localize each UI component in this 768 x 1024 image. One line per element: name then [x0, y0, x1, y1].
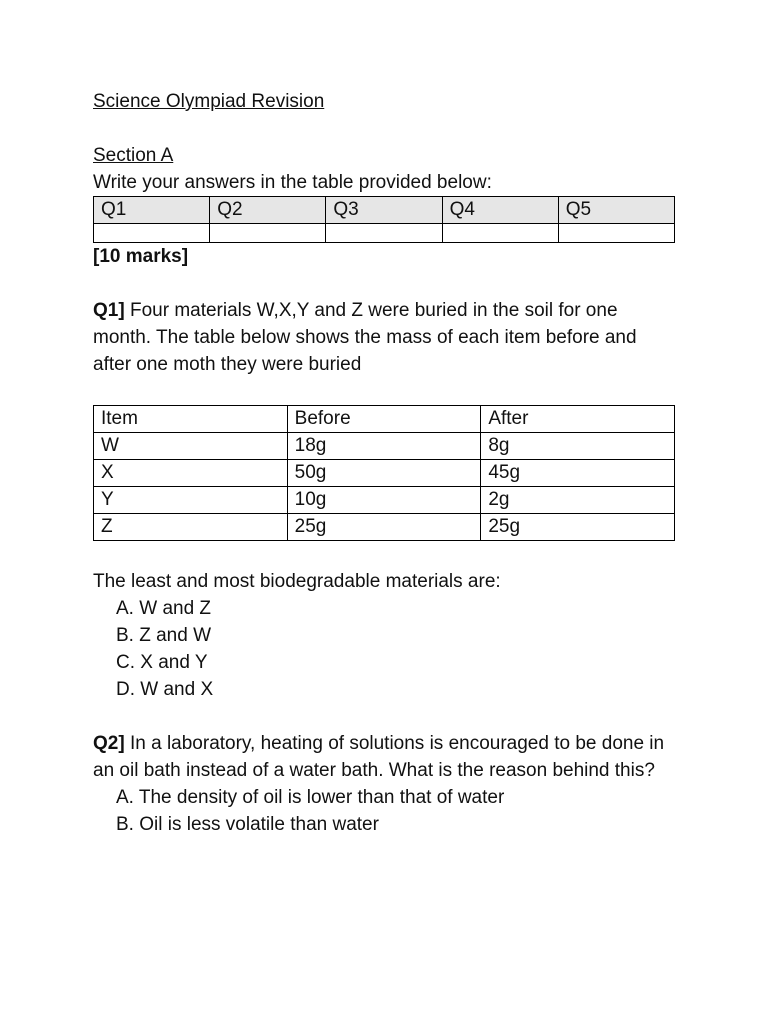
section-a — [93, 142, 675, 270]
marks-label: [10 marks] — [93, 246, 189, 267]
question-2-label: Q2] — [93, 733, 125, 754]
section-heading: Section A — [93, 145, 174, 166]
table-cell: 45g — [481, 460, 675, 487]
option-item: A. W and Z — [116, 598, 212, 619]
answer-cell — [558, 224, 674, 243]
answer-cell — [326, 224, 442, 243]
document-title: Science Olympiad Revision — [93, 91, 325, 112]
table-cell: 18g — [287, 433, 481, 460]
option-item: C. X and Y — [116, 652, 208, 673]
table-row — [94, 433, 675, 460]
question-1-prompt: The least and most biodegradable materials are: — [93, 571, 501, 592]
mass-table-header-row — [94, 406, 675, 433]
option-item: A. The density of oil is lower than that of water — [116, 787, 505, 808]
answer-header-cell: Q4 — [442, 197, 558, 224]
table-cell: 10g — [287, 487, 481, 514]
table-cell: X — [94, 460, 288, 487]
table-cell: W — [94, 433, 288, 460]
answer-header-cell: Q3 — [326, 197, 442, 224]
question-1 — [93, 297, 675, 378]
table-cell: 50g — [287, 460, 481, 487]
mass-header-cell: Before — [287, 406, 481, 433]
answer-table-header-row — [94, 197, 675, 224]
answer-cell — [442, 224, 558, 243]
table-cell: 25g — [481, 514, 675, 541]
answer-header-cell: Q2 — [210, 197, 326, 224]
mass-header-cell: After — [481, 406, 675, 433]
table-row — [94, 487, 675, 514]
question-1-label: Q1] — [93, 300, 125, 321]
table-row — [94, 514, 675, 541]
option-item: B. Z and W — [116, 625, 212, 646]
mass-header-cell: Item — [94, 406, 288, 433]
question-2 — [93, 730, 675, 784]
answer-table-blank-row — [94, 224, 675, 243]
option-item: D. W and X — [116, 679, 214, 700]
table-cell: Y — [94, 487, 288, 514]
table-cell: Z — [94, 514, 288, 541]
table-row — [94, 460, 675, 487]
answer-table — [93, 196, 675, 243]
question-1-options — [93, 595, 675, 703]
question-2-text: In a laboratory, heating of solutions is encouraged to be done in an oil bath instead of a water bath. What is the reason behind this? — [93, 733, 665, 781]
answer-header-cell: Q1 — [94, 197, 210, 224]
mass-table — [93, 405, 675, 541]
question-1-text: Four materials W,X,Y and Z were buried in the soil for one month. The table below shows the mass of each item before and after one moth they were buried — [93, 300, 637, 375]
table-cell: 25g — [287, 514, 481, 541]
question-2-options — [93, 784, 675, 838]
option-item: B. Oil is less volatile than water — [116, 814, 379, 835]
answer-cell — [210, 224, 326, 243]
answer-cell — [94, 224, 210, 243]
answer-header-cell: Q5 — [558, 197, 674, 224]
table-cell: 2g — [481, 487, 675, 514]
section-instruction: Write your answers in the table provided below: — [93, 172, 492, 193]
table-cell: 8g — [481, 433, 675, 460]
document-page — [93, 88, 675, 838]
